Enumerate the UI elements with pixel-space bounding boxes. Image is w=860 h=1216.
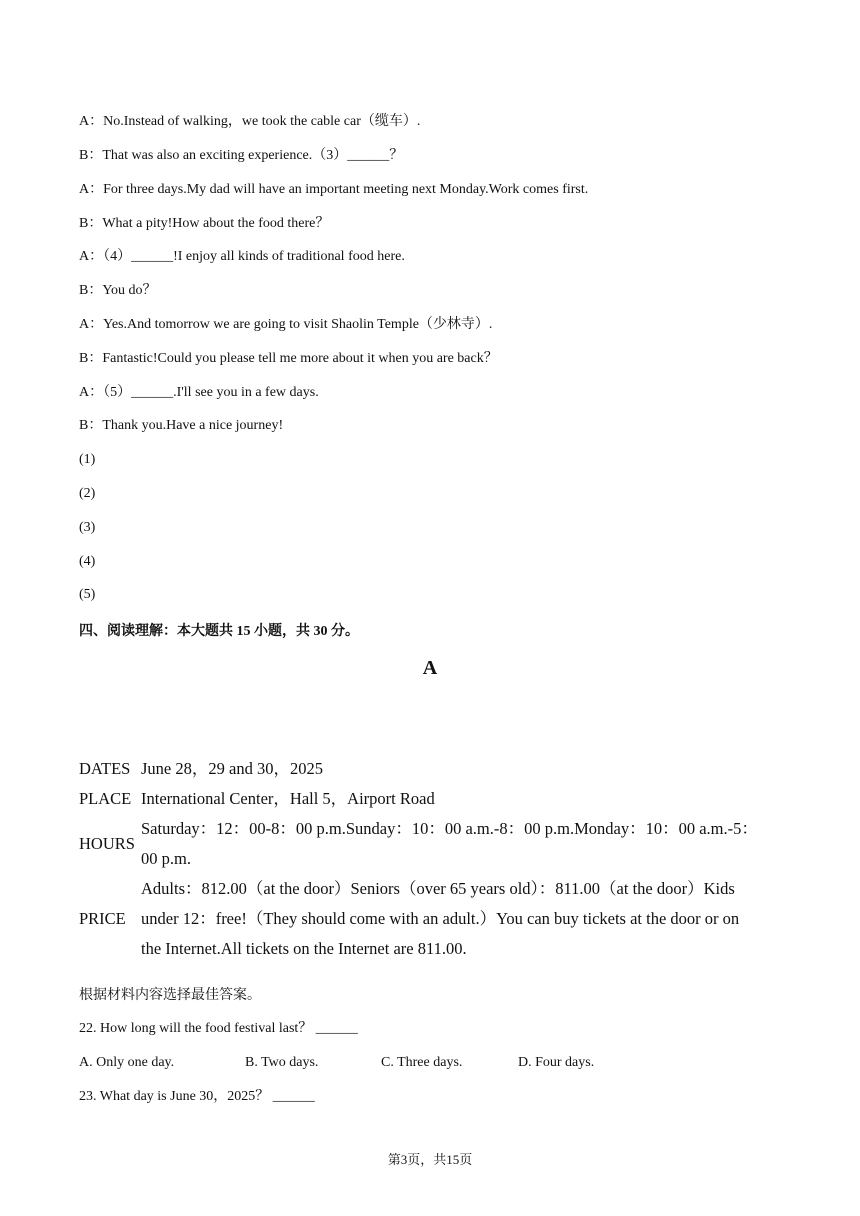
- question-23: 23. What day is June 30，2025？ ______: [79, 1089, 315, 1104]
- info-value: International Center，Hall 5，Airport Road: [141, 789, 435, 808]
- dialogue-line: A：（5）______.I'll see you in a few days.: [79, 385, 319, 400]
- answer-slot-2: (2): [79, 486, 96, 501]
- answer-slot-4: (4): [79, 554, 96, 569]
- dialogue-line: B：Fantastic!Could you please tell me more about it when you are back？: [79, 351, 498, 366]
- festival-info-table: [79, 754, 759, 964]
- instruction-text: 根据材料内容选择最佳答案。: [79, 988, 261, 1003]
- info-label: PLACE: [79, 789, 132, 808]
- dialogue-line: B：What a pity!How about the food there？: [79, 216, 330, 231]
- info-value: Adults：812.00（at the door）Seniors（over 65 years old）：811.00（at the door）Kids under 12：free!（They should come with an adult.）You can buy tickets at the door or on the Internet.All tickets on the Internet are 811.00.: [141, 879, 740, 958]
- option-d: D. Four days.: [518, 1055, 595, 1070]
- answer-slot-5: (5): [79, 587, 96, 602]
- option-c: C. Three days.: [381, 1055, 463, 1070]
- dialogue-line: A：Yes.And tomorrow we are going to visit Shaolin Temple（少林寺）.: [79, 317, 493, 332]
- info-label: PRICE: [79, 909, 126, 928]
- info-row-place: [79, 784, 759, 814]
- dialogue-line: B：Thank you.Have a nice journey!: [79, 418, 284, 433]
- option-a: A. Only one day.: [79, 1055, 175, 1070]
- info-row-dates: [79, 754, 759, 784]
- info-label: HOURS: [79, 834, 135, 853]
- info-row-hours: [79, 814, 759, 874]
- option-b: B. Two days.: [245, 1055, 319, 1070]
- info-row-price: [79, 874, 759, 964]
- answer-slot-3: (3): [79, 520, 96, 535]
- info-value: Saturday：12：00-8：00 p.m.Sunday：10：00 a.m.-8：00 p.m.Monday：10：00 a.m.-5：00 p.m.: [141, 819, 758, 868]
- info-value: June 28，29 and 30，2025: [141, 759, 323, 778]
- page-footer: 第3页，共15页: [387, 1152, 473, 1167]
- section-letter: A: [422, 657, 438, 679]
- question-22: 22. How long will the food festival last？ ______: [79, 1021, 358, 1036]
- dialogue-line: A：（4）______!I enjoy all kinds of traditional food here.: [79, 249, 405, 264]
- info-label: DATES: [79, 759, 131, 778]
- dialogue-line: A：No.Instead of walking，we took the cable car（缆车）.: [79, 114, 421, 129]
- answer-slot-1: (1): [79, 452, 96, 467]
- dialogue-line: A：For three days.My dad will have an important meeting next Monday.Work comes first.: [79, 182, 589, 197]
- dialogue-line: B：That was also an exciting experience.（3）______？: [79, 148, 404, 163]
- section-heading: 四、阅读理解：本大题共 15 小题，共 30 分。: [79, 624, 359, 639]
- dialogue-line: B：You do？: [79, 283, 157, 298]
